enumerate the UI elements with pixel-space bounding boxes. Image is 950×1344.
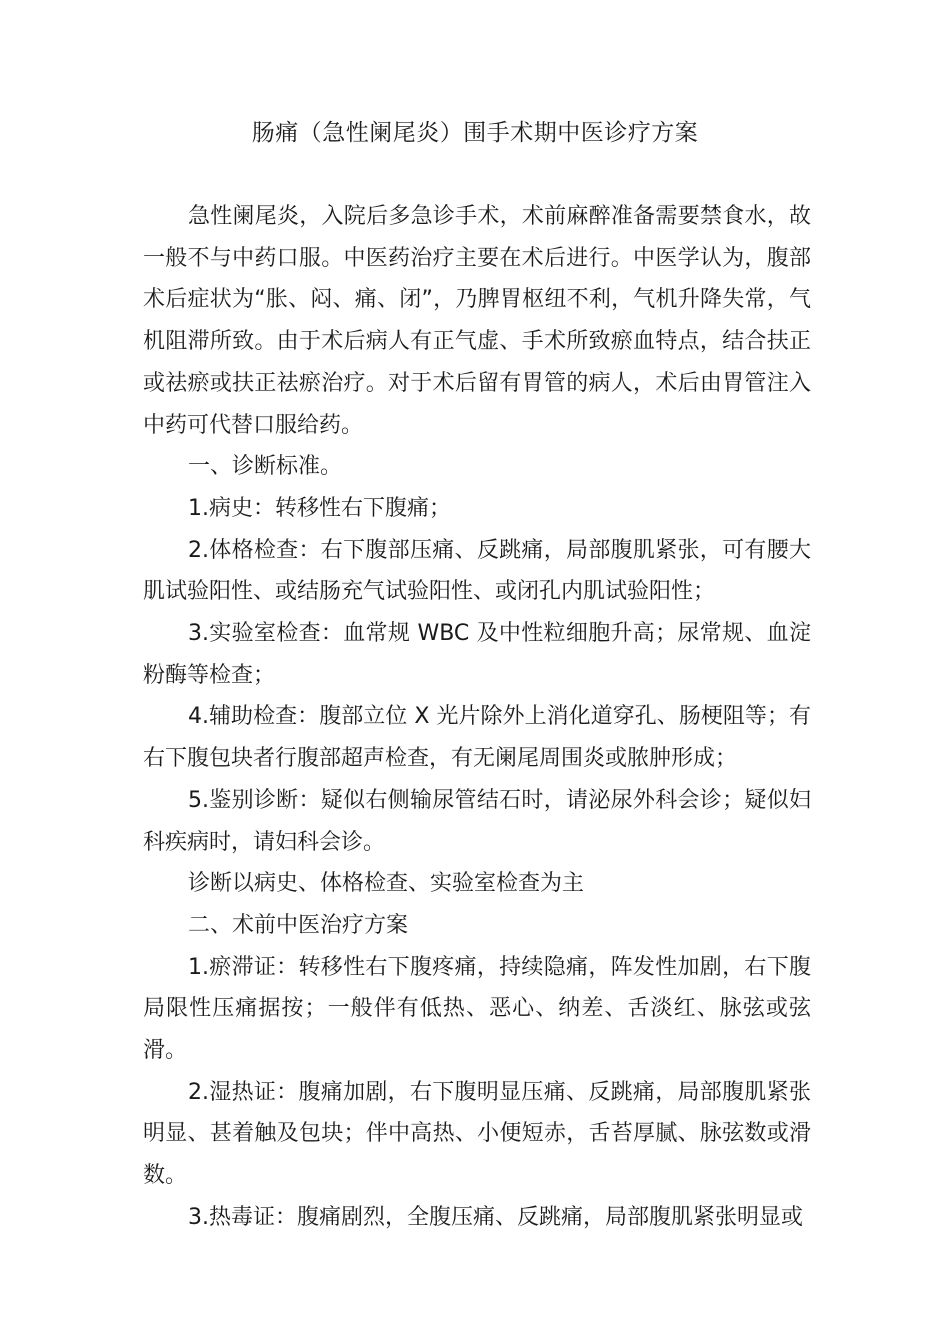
paragraph-differential: 5.鉴别诊断：疑似右侧输尿管结石时，请泌尿外科会诊；疑似妇科疾病时，请妇科会诊。 (143, 787, 811, 855)
section-heading-preop: 二、术前中医治疗方案 (188, 912, 409, 938)
paragraph-history: 1.病史：转移性右下腹痛； (188, 495, 451, 521)
document-title: 肠痛（急性阑尾炎）围手术期中医诊疗方案 (251, 120, 699, 146)
paragraph-stasis-syndrome: 1.瘀滞证：转移性右下腹疼痛，持续隐痛，阵发性加剧，右下腹局限性压痛据按；一般伴有低热、恶心、纳差、舌淡红、脉弦或弦滑。 (143, 954, 811, 1064)
paragraph-damp-heat-syndrome: 2.湿热证：腹痛加剧，右下腹明显压痛、反跳痛，局部腹肌紧张明显、甚着触及包块；伴中高热、小便短赤，舌苔厚腻、脉弦数或滑数。 (143, 1079, 811, 1189)
paragraph-physical-exam: 2.体格检查：右下腹部压痛、反跳痛，局部腹肌紧张，可有腰大肌试验阳性、或结肠充气试验阳性、或闭孔内肌试验阳性； (143, 537, 811, 605)
section-heading-diagnosis: 一、诊断标准。 (188, 454, 343, 480)
paragraph-auxiliary-exam: 4.辅助检查：腹部立位 X 光片除外上消化道穿孔、肠梗阻等；有右下腹包块者行腹部超声检查，有无阑尾周围炎或脓肿形成； (143, 704, 811, 772)
paragraph-diagnosis-summary: 诊断以病史、体格检查、实验室检查为主 (188, 871, 585, 897)
paragraph-heat-toxin-syndrome: 3.热毒证：腹痛剧烈，全腹压痛、反跳痛，局部腹肌紧张明显或 (188, 1204, 803, 1230)
paragraph-intro: 急性阑尾炎，入院后多急诊手术，术前麻醉准备需要禁食水，故一般不与中药口服。中医药治疗主要在术后进行。中医学认为，腹部术后症状为“胀、闷、痛、闭”，乃脾胃枢纽不利，气机升降失常，气机阻滞所致。由于术后病人有正气虚、手术所致瘀血特点，结合扶正或祛瘀或扶正祛瘀治疗。对于术后留有胃管的病人，术后由胃管注入中药可代替口服给药。 (143, 204, 811, 438)
paragraph-lab-tests: 3.实验室检查：血常规 WBC 及中性粒细胞升高；尿常规、血淀粉酶等检查； (143, 621, 811, 688)
document-body (143, 196, 811, 1239)
